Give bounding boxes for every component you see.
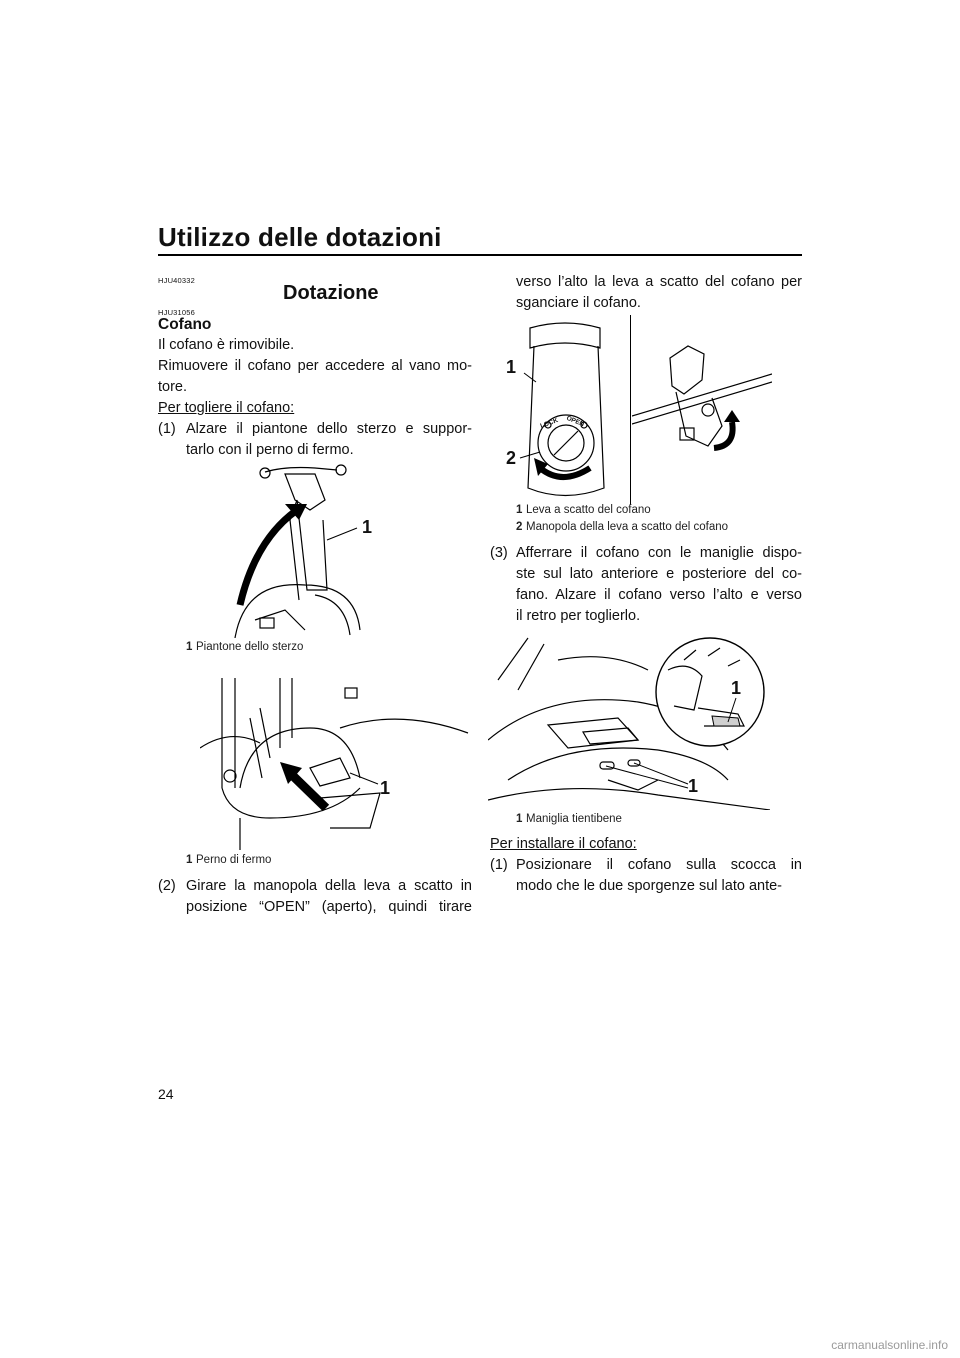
paragraph-access-line2: tore.: [158, 379, 188, 395]
step-3-line2: ste sul lato anteriore e posteriore del co-: [516, 566, 802, 582]
caption-number: 2: [516, 521, 523, 533]
figure-3-caption-1: [516, 504, 651, 516]
caption-text: Piantone dello sterzo: [196, 641, 304, 653]
hood-latch-illustration: [500, 318, 630, 506]
step-number: (2): [158, 878, 176, 894]
page-header-title: Utilizzo delle dotazioni: [158, 222, 442, 252]
step-number: (3): [490, 545, 508, 561]
step-3-line4: il retro per toglierlo.: [516, 608, 641, 624]
step-number: (1): [490, 857, 508, 873]
caption-number: 1: [186, 854, 193, 866]
caption-number: 1: [516, 504, 523, 516]
stopper-pin-illustration: [200, 668, 470, 850]
figure-1-callout: 1: [362, 517, 373, 537]
figure-1-caption: [186, 641, 303, 653]
section-title: Dotazione: [283, 282, 379, 304]
figure-3-callout-1: 1: [506, 357, 517, 377]
figure-4-caption: [516, 813, 622, 825]
install-heading: Per installare il cofano:: [490, 836, 637, 852]
step-2-continued-line2: sganciare il cofano.: [516, 295, 641, 311]
step-1-line2: tarlo con il perno di fermo.: [186, 442, 354, 458]
caption-text: Maniglia tientibene: [526, 813, 622, 825]
figure-2-callout: 1: [380, 778, 391, 798]
caption-text: Manopola della leva a scatto del cofano: [526, 521, 729, 533]
install-step-1-line1: Posizionare il cofano sulla scocca in: [516, 857, 802, 873]
paragraph-removable: Il cofano è rimovibile.: [158, 337, 295, 353]
figure-4-callout-inset: 1: [731, 678, 742, 698]
step-2-continued-line1: verso l’alto la leva a scatto del cofano per: [516, 274, 802, 290]
remove-heading: Per togliere il cofano:: [158, 400, 295, 416]
page-number: 24: [158, 1086, 174, 1102]
subsection-code: HJU31056: [158, 308, 196, 317]
open-label: OPEN: [565, 414, 586, 429]
hood-latch-lever-illustration: [632, 336, 772, 476]
paragraph-access-line1: Rimuovere il cofano per accedere al vano mo-: [158, 358, 472, 374]
caption-text: Leva a scatto del cofano: [526, 504, 651, 516]
figure-divider: [630, 315, 631, 505]
step-1-line1: Alzare il piantone dello sterzo e suppor-: [186, 421, 472, 437]
caption-text: Perno di fermo: [196, 854, 272, 866]
step-2-line1: Girare la manopola della leva a scatto in: [186, 878, 472, 894]
install-step-1-line2: modo che le due sporgenze sul lato ante-: [516, 878, 783, 894]
header-divider: [158, 254, 802, 256]
caption-number: 1: [516, 813, 523, 825]
step-2-line2: posizione “OPEN” (aperto), quindi tirare: [186, 899, 472, 915]
subsection-title: Cofano: [158, 316, 212, 333]
caption-number: 1: [186, 641, 193, 653]
figure-4-callout-main: 1: [688, 776, 699, 796]
figure-3-caption-2: [516, 521, 728, 533]
section-code: HJU40332: [158, 276, 196, 285]
watermark: carmanualsonline.info: [831, 1338, 948, 1352]
step-3-line1: Afferrare il cofano con le maniglie dispo-: [516, 545, 802, 561]
hood-handles-illustration: [488, 630, 770, 810]
figure-3-callout-2: 2: [506, 448, 517, 468]
figure-2-caption: [186, 854, 271, 866]
step-number: (1): [158, 421, 176, 437]
steering-column-illustration: [215, 460, 385, 638]
lock-label: LOCK: [539, 417, 560, 430]
step-3-line3: fano. Alzare il cofano verso l’alto e verso: [516, 587, 802, 603]
